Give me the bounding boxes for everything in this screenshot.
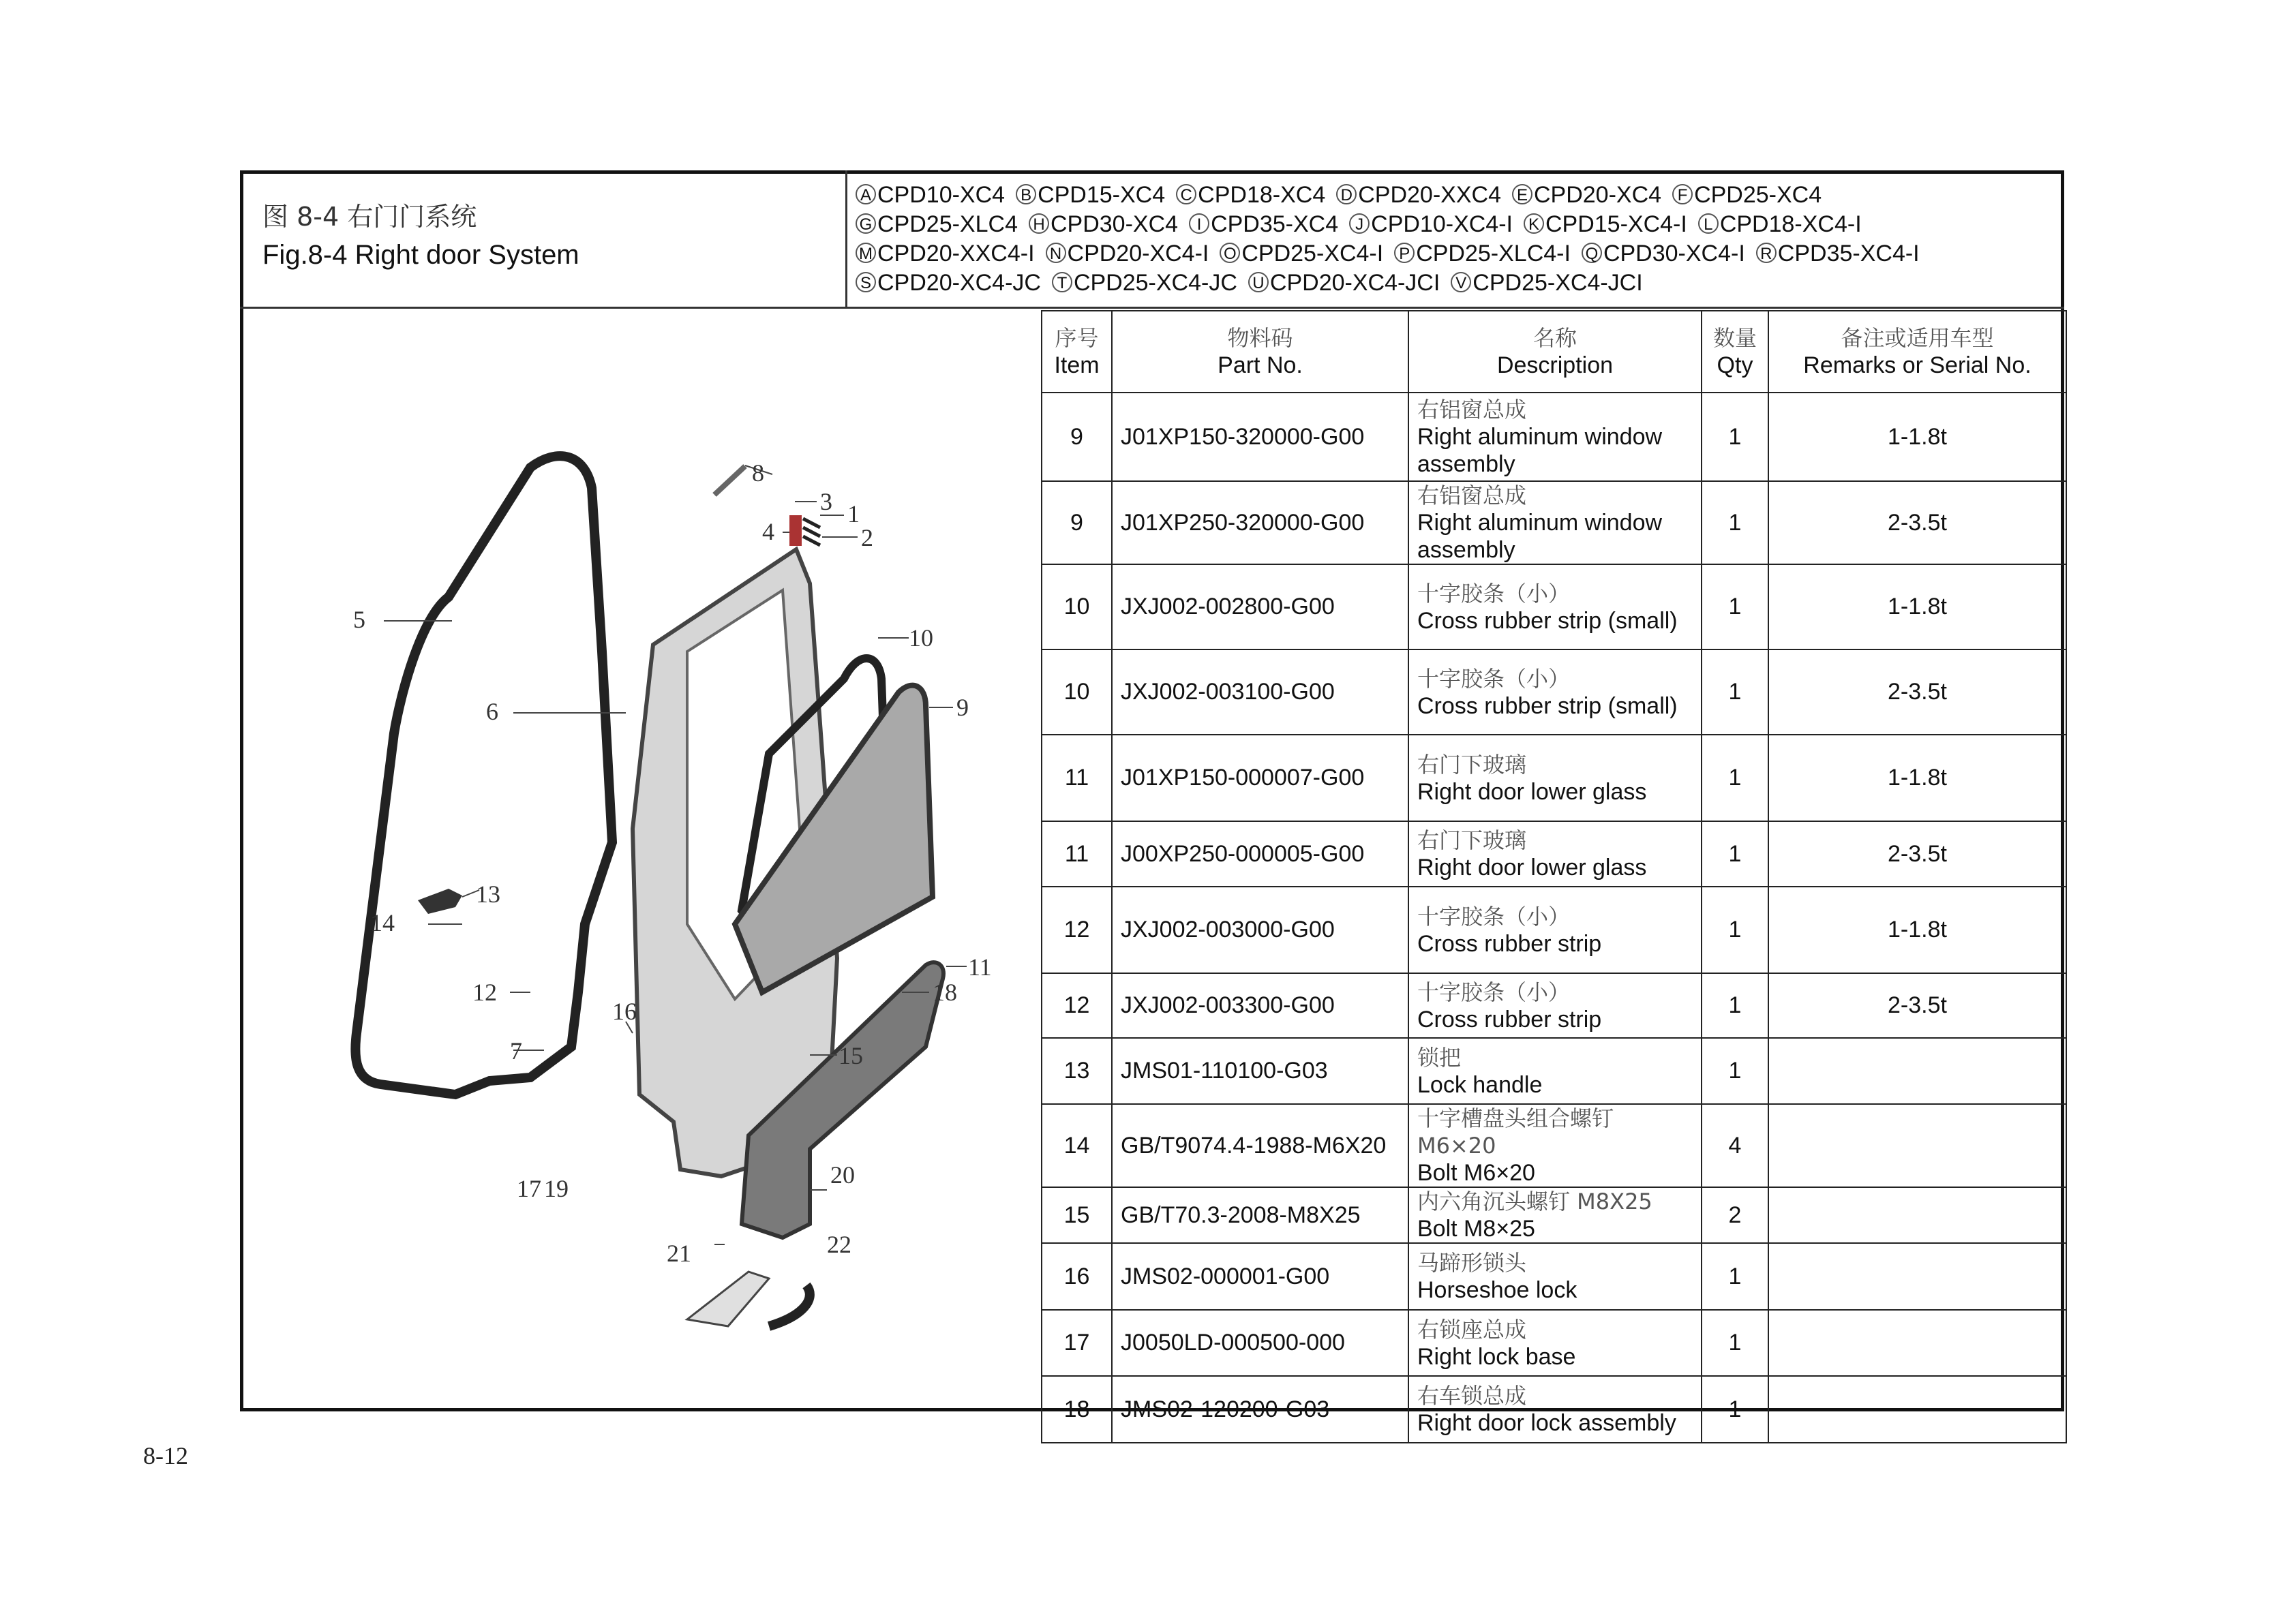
hose-22 (769, 1285, 810, 1326)
table-row (1042, 564, 2066, 649)
model-name: CPD25-XC4 (1694, 182, 1822, 208)
model-name: CPD25-XLC4-I (1416, 241, 1571, 266)
model-name: CPD18-XC4 (1198, 182, 1326, 208)
cell-description: 十字胶条（小） Cross rubber strip (1408, 887, 1702, 973)
model-entry (1524, 211, 1687, 237)
cell-part-no: J0050LD-000500-000 (1112, 1310, 1408, 1376)
model-name: CPD10-XC4-I (1371, 211, 1513, 237)
page-number: 8-12 (143, 1442, 188, 1469)
model-entry (1176, 182, 1325, 208)
callout-8: 8 (752, 459, 764, 487)
cell-qty: 1 (1702, 973, 1768, 1038)
cell-part-no: JXJ002-003100-G00 (1112, 649, 1408, 735)
circled-letter-icon: F (1672, 184, 1693, 204)
cell-remarks: 2-3.5t (1768, 481, 2066, 564)
applicable-models (856, 181, 2055, 298)
cell-description: 右锁座总成 Right lock base (1408, 1310, 1702, 1376)
callout-2: 2 (861, 524, 873, 551)
model-entry (1394, 241, 1571, 266)
callout-19: 19 (544, 1175, 569, 1202)
cell-item: 13 (1042, 1038, 1112, 1104)
model-entry (1189, 211, 1338, 237)
column-header-qty: 数量 Qty (1702, 311, 1768, 393)
column-header-part-no: 物料码 Part No. (1112, 311, 1408, 393)
cell-qty: 4 (1702, 1104, 1768, 1187)
cell-qty: 1 (1702, 393, 1768, 481)
cell-item: 17 (1042, 1310, 1112, 1376)
cell-description: 右车锁总成 Right door lock assembly (1408, 1376, 1702, 1443)
cell-description: 锁把 Lock handle (1408, 1038, 1702, 1104)
table-row (1042, 1310, 2066, 1376)
callout-3: 3 (820, 488, 832, 515)
model-name: CPD25-XLC4 (877, 211, 1018, 237)
cell-part-no: J01XP150-320000-G00 (1112, 393, 1408, 481)
cell-qty: 1 (1702, 1310, 1768, 1376)
cell-item: 16 (1042, 1243, 1112, 1310)
callout-22: 22 (827, 1231, 851, 1258)
model-name: CPD18-XC4-I (1719, 211, 1862, 237)
model-entry (1220, 241, 1383, 266)
parts-table (1041, 310, 2067, 1443)
circled-letter-icon: E (1512, 184, 1532, 204)
callout-17: 17 (517, 1175, 541, 1202)
circled-letter-icon: O (1220, 243, 1240, 263)
circled-letter-icon: M (856, 243, 876, 263)
table-row (1042, 1187, 2066, 1243)
model-name: CPD30-XC4 (1050, 211, 1179, 237)
cell-description: 右铝窗总成 Right aluminum window assembly (1408, 481, 1702, 564)
column-header-description: 名称 Description (1408, 311, 1702, 393)
circled-letter-icon: C (1176, 184, 1196, 204)
model-line (856, 269, 2055, 298)
model-entry (1756, 241, 1920, 266)
cell-description: 马蹄形锁头 Horseshoe lock (1408, 1243, 1702, 1310)
model-name: CPD20-XC4-I (1067, 241, 1209, 266)
cell-remarks (1768, 1187, 2066, 1243)
cell-qty: 1 (1702, 1376, 1768, 1443)
cell-description: 十字胶条（小） Cross rubber strip (small) (1408, 649, 1702, 735)
cell-remarks: 2-3.5t (1768, 649, 2066, 735)
circled-letter-icon: N (1046, 243, 1066, 263)
cell-description: 右门下玻璃 Right door lower glass (1408, 735, 1702, 821)
cell-qty: 1 (1702, 1038, 1768, 1104)
table-row (1042, 1243, 2066, 1310)
cell-part-no: JMS02-000001-G00 (1112, 1243, 1408, 1310)
model-entry (856, 270, 1041, 296)
cell-part-no: JXJ002-003300-G00 (1112, 973, 1408, 1038)
cell-item: 15 (1042, 1187, 1112, 1243)
cell-remarks (1768, 1310, 2066, 1376)
cell-qty: 1 (1702, 481, 1768, 564)
cell-description: 十字胶条（小） Cross rubber strip (small) (1408, 564, 1702, 649)
model-entry (1336, 182, 1501, 208)
model-entry (1016, 182, 1165, 208)
cell-item: 9 (1042, 481, 1112, 564)
circled-letter-icon: H (1029, 213, 1049, 234)
circled-letter-icon: A (856, 184, 876, 204)
circled-letter-icon: V (1451, 272, 1471, 292)
table-row (1042, 1038, 2066, 1104)
model-entry (1248, 270, 1440, 296)
circled-letter-icon: J (1349, 213, 1370, 234)
cell-qty: 1 (1702, 735, 1768, 821)
circled-letter-icon: G (856, 213, 876, 234)
circled-letter-icon: S (856, 272, 876, 292)
cell-remarks: 2-3.5t (1768, 821, 2066, 887)
model-entry (1046, 241, 1209, 266)
cell-qty: 2 (1702, 1187, 1768, 1243)
cell-description: 十字槽盘头组合螺钉 M6×20 Bolt M6×20 (1408, 1104, 1702, 1187)
table-header-row (1042, 311, 2066, 393)
callout-16: 16 (612, 998, 637, 1025)
model-name: CPD25-XC4-JCI (1472, 270, 1643, 296)
figure-title-cn: 图 8-4 右门门系统 (262, 202, 477, 232)
callout-20: 20 (830, 1161, 855, 1189)
cell-item: 18 (1042, 1376, 1112, 1443)
cell-remarks (1768, 1104, 2066, 1187)
table-row (1042, 649, 2066, 735)
lock-handle (418, 889, 462, 914)
column-header-item: 序号 Item (1042, 311, 1112, 393)
cell-description: 右铝窗总成 Right aluminum window assembly (1408, 393, 1702, 481)
model-entry (1698, 211, 1862, 237)
callout-1: 1 (847, 500, 860, 527)
cell-remarks (1768, 1038, 2066, 1104)
model-name: CPD20-XXC4-I (877, 241, 1035, 266)
cell-item: 11 (1042, 735, 1112, 821)
cell-part-no: GB/T70.3-2008-M8X25 (1112, 1187, 1408, 1243)
circled-letter-icon: U (1248, 272, 1269, 292)
table-row (1042, 821, 2066, 887)
cell-part-no: JMS01-110100-G03 (1112, 1038, 1408, 1104)
model-line (856, 181, 2055, 210)
cell-item: 10 (1042, 649, 1112, 735)
cell-remarks: 1-1.8t (1768, 564, 2066, 649)
model-entry (856, 241, 1035, 266)
circled-letter-icon: K (1524, 213, 1544, 234)
exploded-door-diagram (244, 311, 1039, 1409)
callout-21: 21 (667, 1240, 691, 1267)
callout-12: 12 (472, 979, 497, 1006)
cell-item: 10 (1042, 564, 1112, 649)
cell-description: 右门下玻璃 Right door lower glass (1408, 821, 1702, 887)
model-entry (856, 182, 1005, 208)
model-entry (1582, 241, 1745, 266)
model-name: CPD20-XC4-JC (877, 270, 1041, 296)
model-entry (856, 211, 1018, 237)
circled-letter-icon: B (1016, 184, 1036, 204)
cell-item: 9 (1042, 393, 1112, 481)
circled-letter-icon: Q (1582, 243, 1602, 263)
header-divider-horizontal (240, 307, 2064, 309)
cell-remarks (1768, 1376, 2066, 1443)
model-line (856, 210, 2055, 239)
callout-4: 4 (762, 518, 774, 545)
model-entry (1512, 182, 1661, 208)
callout-14: 14 (370, 909, 395, 936)
model-line (856, 239, 2055, 269)
table-row (1042, 393, 2066, 481)
callout-9: 9 (956, 694, 969, 721)
cell-remarks: 2-3.5t (1768, 973, 2066, 1038)
model-name: CPD15-XC4 (1038, 182, 1166, 208)
model-name: CPD20-XC4 (1533, 182, 1662, 208)
bracket-21 (687, 1272, 769, 1326)
model-name: CPD30-XC4-I (1603, 241, 1745, 266)
model-entry (1349, 211, 1513, 237)
model-entry (1672, 182, 1822, 208)
cell-qty: 1 (1702, 887, 1768, 973)
header-divider-vertical (845, 170, 847, 308)
figure-title-en: Fig.8-4 Right door System (262, 240, 579, 270)
figure-title (262, 198, 579, 274)
cell-item: 12 (1042, 973, 1112, 1038)
column-header-remarks: 备注或适用车型 Remarks or Serial No. (1768, 311, 2066, 393)
circled-letter-icon: T (1052, 272, 1072, 292)
cell-part-no: JXJ002-002800-G00 (1112, 564, 1408, 649)
model-entry (1029, 211, 1178, 237)
cell-item: 11 (1042, 821, 1112, 887)
model-name: CPD25-XC4-JC (1073, 270, 1237, 296)
table-row (1042, 735, 2066, 821)
cell-part-no: JXJ002-003000-G00 (1112, 887, 1408, 973)
callout-11: 11 (968, 953, 992, 981)
table-row (1042, 887, 2066, 973)
cell-part-no: J01XP250-320000-G00 (1112, 481, 1408, 564)
circled-letter-icon: D (1336, 184, 1357, 204)
cell-part-no: J01XP150-000007-G00 (1112, 735, 1408, 821)
callout-13: 13 (476, 881, 500, 908)
cell-remarks: 1-1.8t (1768, 887, 2066, 973)
table-row (1042, 481, 2066, 564)
callout-5: 5 (353, 606, 365, 633)
callout-7: 7 (510, 1037, 522, 1065)
cell-qty: 1 (1702, 821, 1768, 887)
callout-6: 6 (486, 698, 498, 725)
hinge-part (789, 515, 802, 546)
cell-qty: 1 (1702, 649, 1768, 735)
circled-letter-icon: P (1394, 243, 1415, 263)
cell-remarks: 1-1.8t (1768, 735, 2066, 821)
model-entry (1052, 270, 1237, 296)
cell-item: 12 (1042, 887, 1112, 973)
model-name: CPD35-XC4 (1211, 211, 1339, 237)
cell-remarks (1768, 1243, 2066, 1310)
callout-10: 10 (909, 624, 933, 652)
table-row (1042, 1104, 2066, 1187)
cell-qty: 1 (1702, 564, 1768, 649)
table-row (1042, 1376, 2066, 1443)
table-row (1042, 973, 2066, 1038)
callout-15: 15 (839, 1042, 863, 1069)
cell-remarks: 1-1.8t (1768, 393, 2066, 481)
callout-18: 18 (933, 979, 957, 1006)
circled-letter-icon: I (1189, 213, 1209, 234)
model-entry (1451, 270, 1642, 296)
cell-description: 内六角沉头螺钉 M8X25 Bolt M8×25 (1408, 1187, 1702, 1243)
model-name: CPD25-XC4-I (1241, 241, 1384, 266)
cell-part-no: GB/T9074.4-1988-M6X20 (1112, 1104, 1408, 1187)
cell-description: 十字胶条（小） Cross rubber strip (1408, 973, 1702, 1038)
model-name: CPD10-XC4 (877, 182, 1006, 208)
cell-part-no: JMS02-120200-G03 (1112, 1376, 1408, 1443)
model-name: CPD20-XC4-JCI (1269, 270, 1440, 296)
cell-part-no: J00XP250-000005-G00 (1112, 821, 1408, 887)
model-name: CPD20-XXC4 (1358, 182, 1501, 208)
cell-qty: 1 (1702, 1243, 1768, 1310)
circled-letter-icon: R (1756, 243, 1777, 263)
cell-item: 14 (1042, 1104, 1112, 1187)
model-name: CPD15-XC4-I (1545, 211, 1687, 237)
model-name: CPD35-XC4-I (1777, 241, 1920, 266)
circled-letter-icon: L (1698, 213, 1719, 234)
